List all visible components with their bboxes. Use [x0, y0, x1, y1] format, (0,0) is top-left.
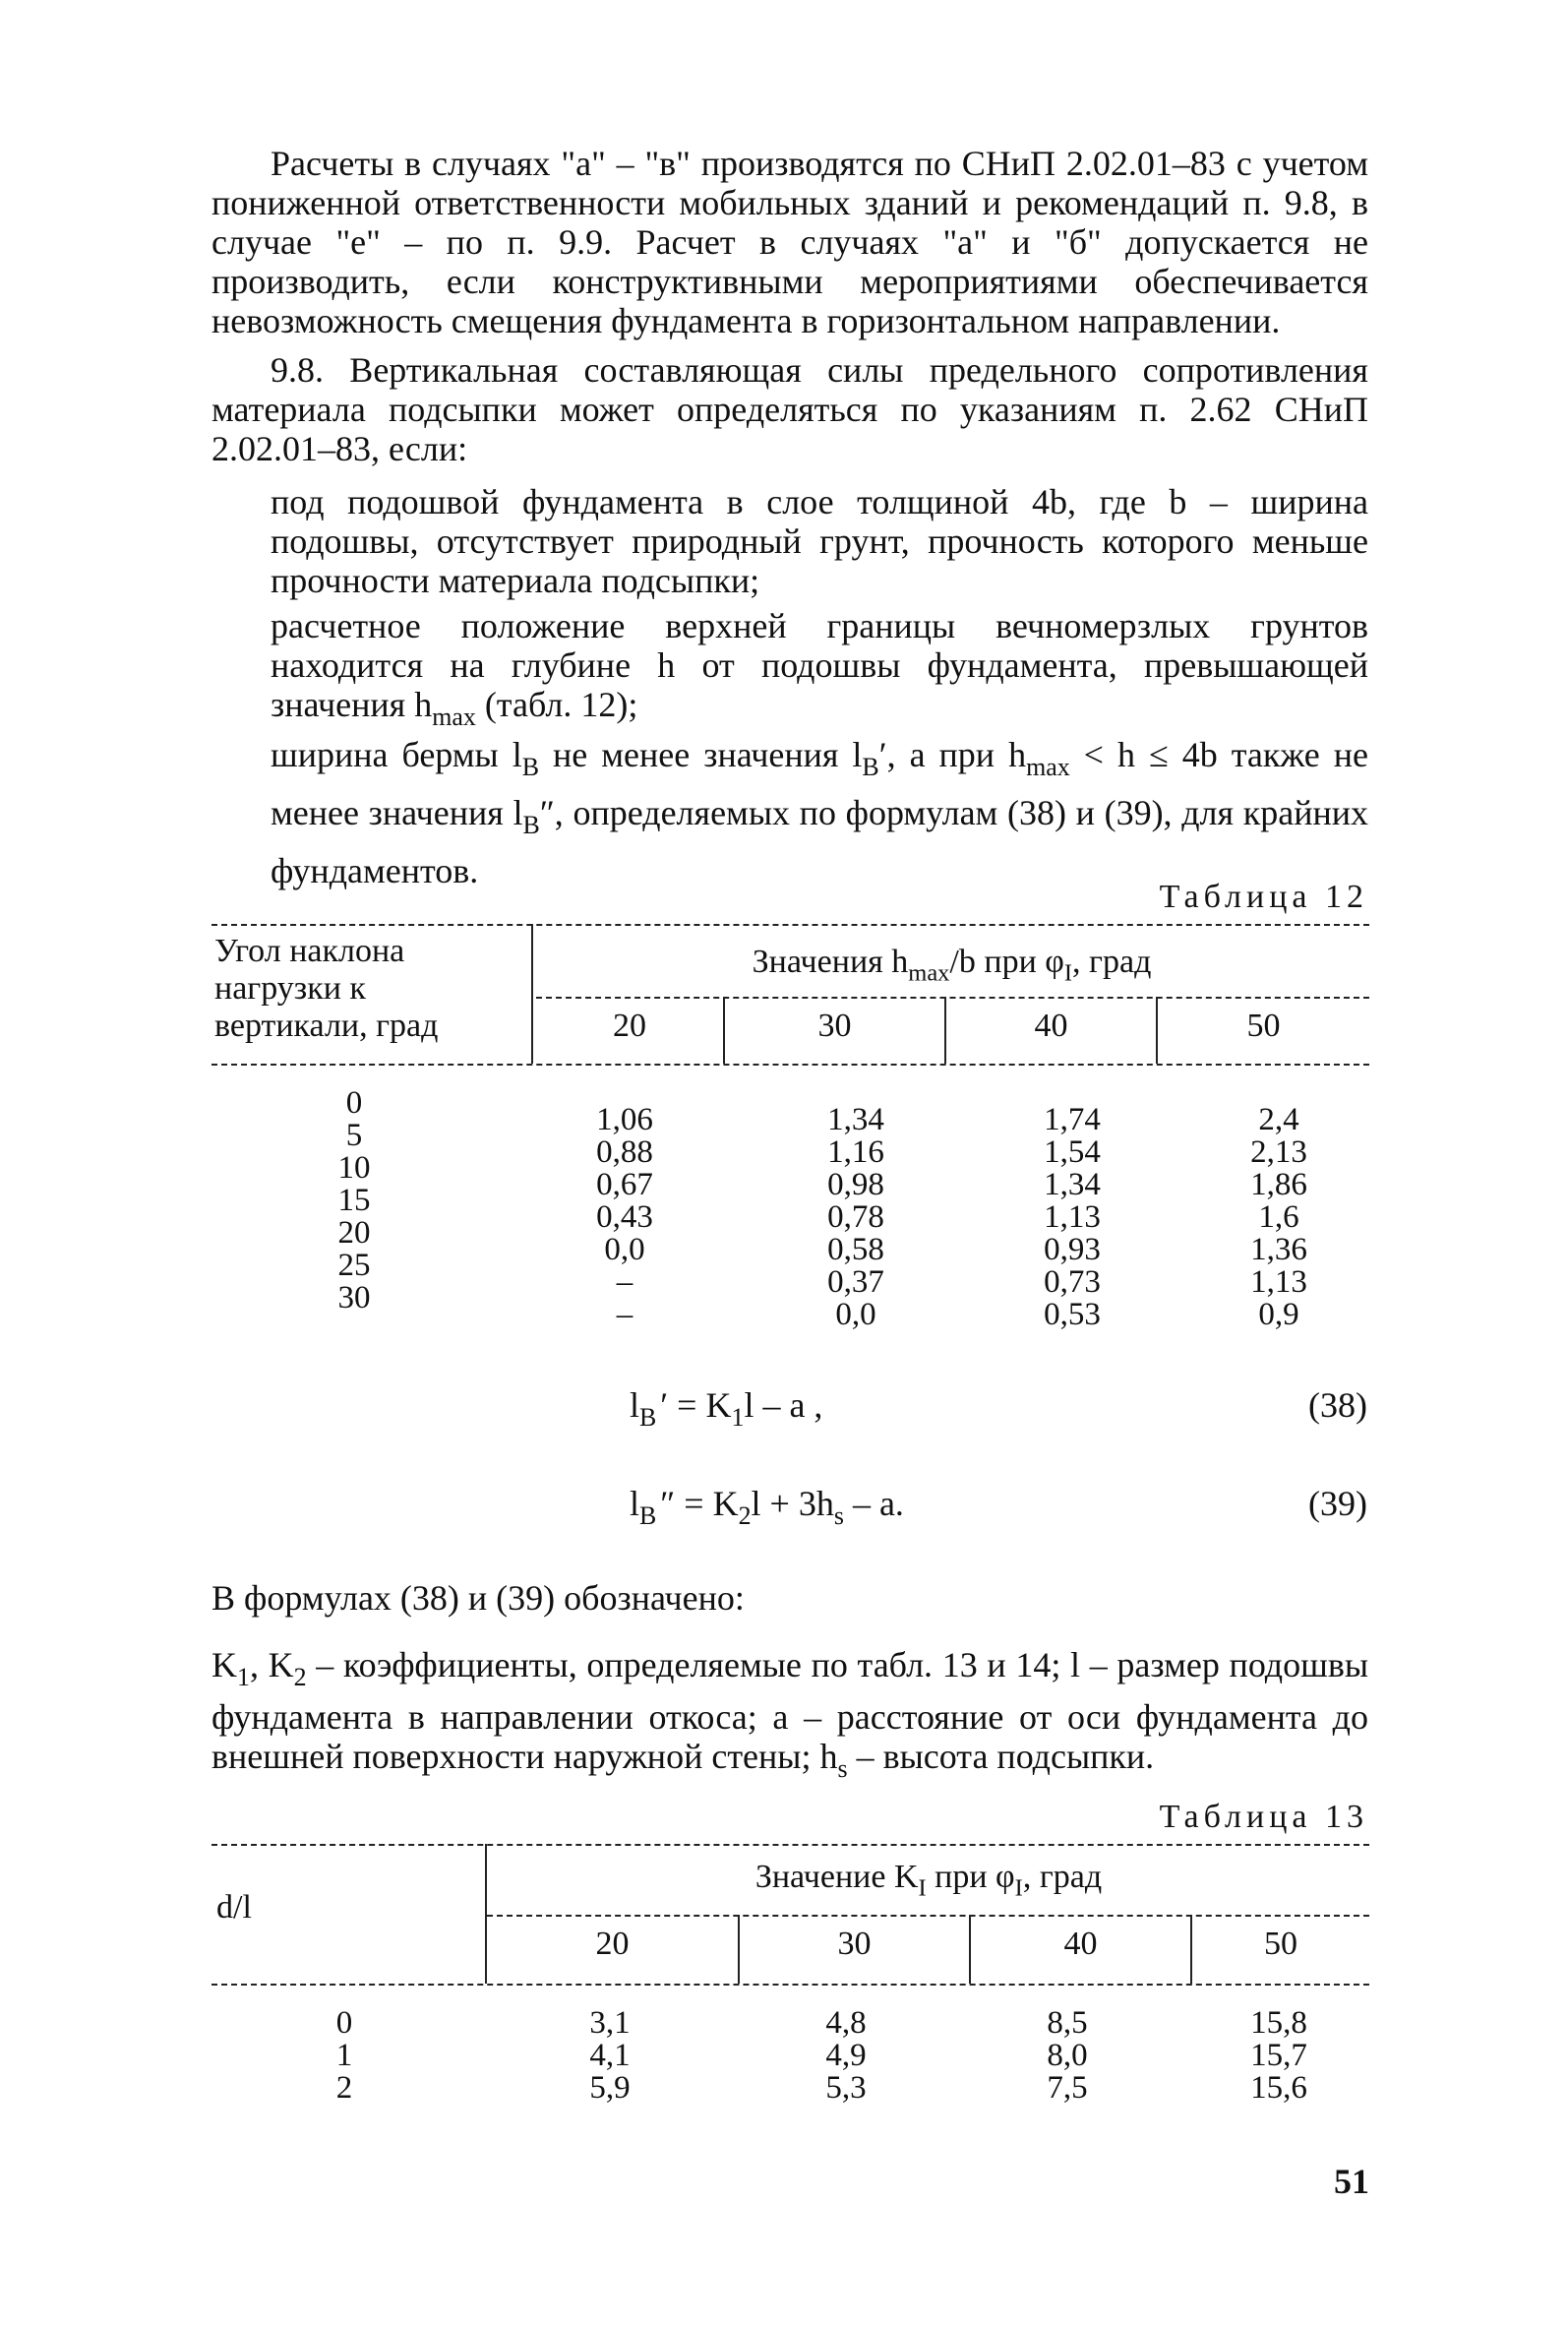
- table-12-col-header-40: 40: [1034, 1008, 1068, 1044]
- table-12-col-20-values: [575, 1104, 674, 1331]
- table-13-cell: 8,5: [1047, 2005, 1088, 2041]
- table-12-cell: 1,86: [1250, 1167, 1307, 1202]
- table-13-col-30-values: [797, 2007, 895, 2105]
- table-12-cell: 0,43: [596, 1199, 653, 1235]
- table-12-cell: –: [616, 1297, 633, 1332]
- table-12-col-30-values: [807, 1104, 905, 1331]
- table-13-col-header-20: 20: [595, 1926, 630, 1962]
- page-number: 51: [1334, 2162, 1369, 2201]
- table-12-cell: 1,34: [827, 1102, 884, 1137]
- table-13-col-50-values: [1230, 2007, 1328, 2105]
- table-13-subheader-rule: [487, 1915, 1369, 1917]
- table-12-cell: 0,37: [827, 1264, 884, 1300]
- table-13-cell: 8,0: [1047, 2038, 1088, 2073]
- table-12-stub-divider: [531, 924, 533, 1064]
- table-13-cell: 5,3: [825, 2070, 867, 2106]
- formula-39-number: (39): [1308, 1484, 1367, 1523]
- table-13-row-labels: [300, 2007, 389, 2105]
- table-12-header-bottom-rule: [211, 1064, 1369, 1066]
- table-12-cell: –: [616, 1264, 633, 1300]
- table-12-cell: 1,6: [1258, 1199, 1299, 1235]
- table-12-col-50-values: [1230, 1104, 1328, 1331]
- notation-intro: В формулах (38) и (39) обозначено:: [211, 1578, 745, 1618]
- table-13-cell: 4,1: [589, 2038, 631, 2073]
- table-13-cell: 4,8: [825, 2005, 867, 2041]
- table-12-cell: 0,53: [1044, 1297, 1101, 1332]
- table-12-row-label: 0: [345, 1085, 363, 1121]
- table-12-stub-header: Угол наклона нагрузки к вертикали, град: [214, 933, 439, 1044]
- condition-1: под подошвой фундамента в слое толщиной 4b, где b – ширина подошвы, отсутствует природный грунт, прочность которого меньше прочности материала подсыпки;: [271, 482, 1368, 600]
- table-12-cell: 0,9: [1258, 1297, 1299, 1332]
- table-12-caption: Таблица 12: [1159, 879, 1368, 915]
- table-12-cell: 0,67: [596, 1167, 653, 1202]
- formula-39: $l_B$ ″ = $K_2l + 3h_s - a$.: [630, 1484, 904, 1531]
- paragraph-9-8: 9.8. Вертикальная составляющая силы предельного сопротивления материала подсыпки может определяться по указаниям п. 2.62 СНиП 2.02.01–83, если:: [211, 350, 1368, 468]
- table-12-cell: 1,54: [1044, 1134, 1101, 1170]
- table-12-cell: 1,74: [1044, 1102, 1101, 1137]
- table-13-stub-header: d/l: [216, 1889, 252, 1926]
- table-12-cell: 0,88: [596, 1134, 653, 1170]
- table-12-cell: 1,16: [827, 1134, 884, 1170]
- table-13-cell: 15,6: [1250, 2070, 1307, 2106]
- table-12-cell: 1,13: [1044, 1199, 1101, 1235]
- table-12-col-header-20: 20: [613, 1008, 646, 1044]
- table-12-row-label: 15: [337, 1183, 371, 1218]
- table-13-cell: 5,9: [589, 2070, 631, 2106]
- table-13-row-label: 1: [335, 2038, 353, 2073]
- table-12-cell: 0,73: [1044, 1264, 1101, 1300]
- table-13-row-label: 2: [335, 2070, 353, 2106]
- table-13-col-header-30: 30: [837, 1926, 872, 1962]
- table-13-col-20-values: [561, 2007, 659, 2105]
- table-12-row-label: 30: [337, 1280, 371, 1315]
- table-12-cell: 2,13: [1250, 1134, 1307, 1170]
- table-12-row-labels: [310, 1087, 398, 1315]
- table-12-cell: 1,13: [1250, 1264, 1307, 1300]
- table-13-col-40-values: [1018, 2007, 1116, 2105]
- table-12-cell: 0,98: [827, 1167, 884, 1202]
- table-12-col-40-values: [1023, 1104, 1121, 1331]
- table-12-cell: 1,36: [1250, 1232, 1307, 1267]
- table-13-cell: 4,9: [825, 2038, 867, 2073]
- table-13-row-label: 0: [335, 2005, 353, 2041]
- table-12-row-label: 5: [345, 1118, 363, 1153]
- table-12-row-label: 25: [337, 1248, 371, 1283]
- table-13-cell: 3,1: [589, 2005, 631, 2041]
- table-12-cell: 0,58: [827, 1232, 884, 1267]
- table-13-top-rule: [211, 1844, 1369, 1846]
- table-13-cell: 15,7: [1250, 2038, 1307, 2073]
- table-13-col-header-40: 40: [1063, 1926, 1098, 1962]
- formula-38-number: (38): [1308, 1385, 1367, 1425]
- table-12-span-header: Значения $h_{max}/b$ при $\varphi_I$, град: [752, 944, 1152, 987]
- table-12-cell: 0,0: [835, 1297, 876, 1332]
- table-12-cell: 1,06: [596, 1102, 653, 1137]
- table-13-header-bottom-rule: [211, 1984, 1369, 1986]
- condition-2: расчетное положение верхней границы вечномерзлых грунтов находится на глубине h от подошвы фундамента, превышающей значения $h_{max}$ (табл. 12);: [271, 606, 1368, 732]
- table-12-cell: 2,4: [1258, 1102, 1299, 1137]
- table-13-col-header-50: 50: [1264, 1926, 1297, 1962]
- table-12-cell: 0,0: [604, 1232, 645, 1267]
- table-12-col-header-30: 30: [817, 1008, 852, 1044]
- condition-3: ширина бермы $l_B$ не менее значения $l_B'$, а при $h_{max} < h \le 4b$ также не менее значения $l_B''$, определяемых по формулам (38) и (39), для крайних фундаментов.: [271, 735, 1368, 891]
- table-12-col-header-50: 50: [1246, 1008, 1281, 1044]
- table-12-subheader-rule: [536, 997, 1369, 999]
- table-13-caption: Таблица 13: [1159, 1799, 1368, 1835]
- table-12-cell: 0,78: [827, 1199, 884, 1235]
- table-12-cell: 0,93: [1044, 1232, 1101, 1267]
- table-13-cell: 7,5: [1047, 2070, 1088, 2106]
- table-12-top-rule: [211, 924, 1369, 926]
- table-13-cell: 15,8: [1250, 2005, 1307, 2041]
- paragraph-1: Расчеты в случаях "а" – "в" производятся по СНиП 2.02.01–83 с учетом пониженной ответственности мобильных зданий и рекомендаций п. 9.8, в случае "е" – по п. 9.9. Расчет в случаях "а" и "б" допускается не производить, если конструктивными мероприятиями обеспечивается невозможность смещения фундамента в горизонтальном направлении.: [211, 144, 1368, 340]
- table-13-stub-divider: [485, 1844, 487, 1984]
- notation-definitions: $K_1$, $K_2$ – коэффициенты, определяемые по табл. 13 и 14; l – размер подошвы фундамента в направлении откоса; a – расстояние от оси фундамента до внешней поверхности наружной стены; $h_s$ – высота подсыпки.: [211, 1645, 1369, 1784]
- table-12-row-label: 10: [337, 1150, 371, 1186]
- table-13-span-header: Значение $K_I$ при $\varphi_I$, град: [754, 1859, 1103, 1902]
- table-12-row-label: 20: [337, 1215, 371, 1251]
- table-12-cell: 1,34: [1044, 1167, 1101, 1202]
- formula-38: $l_B$ ′ = $K_1l$ – a ,: [630, 1385, 823, 1433]
